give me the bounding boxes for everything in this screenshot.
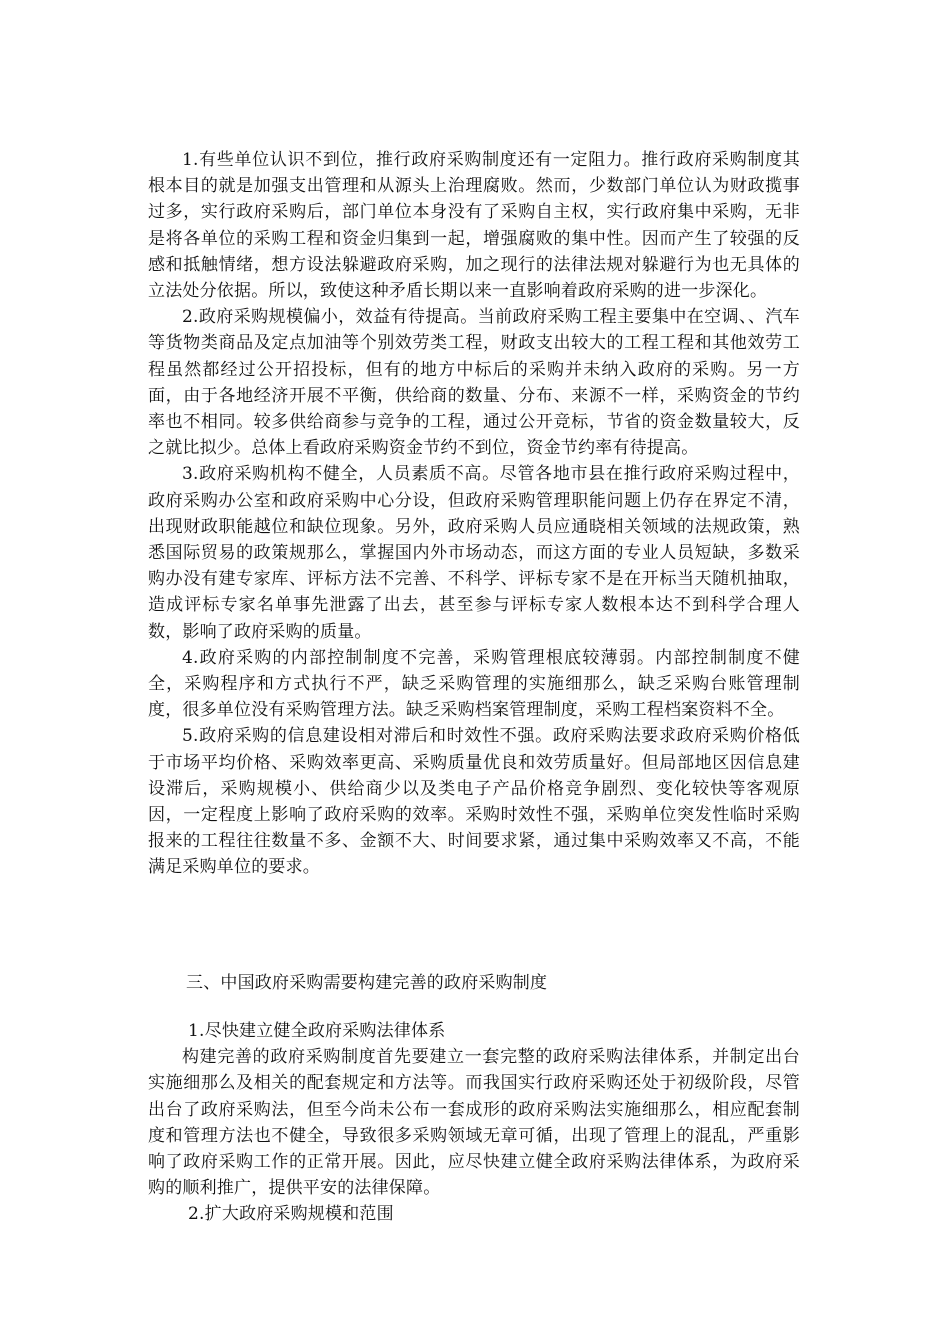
paragraph-problem-4: 4.政府采购的内部控制制度不完善，采购管理根底较薄弱。内部控制制度不健全，采购程序和方式执行不严，缺乏采购管理的实施细那么，缺乏采购台账管理制度，很多单位没有采购管理方法。缺乏采购档案管理制度，采购工程档案资料不全。 [148, 647, 800, 721]
recommendations-section [148, 1018, 800, 1228]
paragraph-problem-5: 5.政府采购的信息建设相对滞后和时效性不强。政府采购法要求政府采购价格低于市场平均价格、采购效率更高、采购质量优良和效劳质量好。但局部地区因信息建设滞后，采购规模小、供给商少以及类电子产品价格竞争剧烈、变化较快等客观原因，一定程度上影响了政府采购的效率。采购时效性不强，采购单位突发性临时采购报来的工程往往数量不多、金额不大、时间要求紧，通过集中采购效率又不高，不能满足采购单位的要求。 [148, 726, 800, 878]
paragraph-problem-3: 3.政府采购机构不健全，人员素质不高。尽管各地市县在推行政府采购过程中，政府采购办公室和政府采购中心分设，但政府采购管理职能问题上仍存在界定不清，出现财政职能越位和缺位现象。另外，政府采购人员应通晓相关领域的法规政策，熟悉国际贸易的政策规那么，掌握国内外市场动态，而这方面的专业人员短缺，多数采购办没有建专家库、评标方法不完善、不科学、评标专家不是在开标当天随机抽取，造成评标专家名单事先泄露了出去，甚至参与评标专家人数根本达不到科学合理人数，影响了政府采购的质量。 [148, 464, 800, 642]
subsection-1-body: 构建完善的政府采购制度首先要建立一套完整的政府采购法律体系，并制定出台实施细那么及相关的配套规定和方法等。而我国实行政府采购还处于初级阶段，尽管出台了政府采购法，但至今尚未公布一套成形的政府采购法实施细那么，相应配套制度和管理方法也不健全，导致很多采购领域无章可循，出现了管理上的混乱，严重影响了政府采购工作的正常开展。因此，应尽快建立健全政府采购法律体系，为政府采购的顺利推广，提供平安的法律保障。 [148, 1047, 800, 1199]
paragraph-problem-2: 2.政府采购规模偏小，效益有待提高。当前政府采购工程主要集中在空调、、汽车等货物类商品及定点加油等个别效劳类工程，财政支出较大的工程工程和其他效劳工程虽然都经过公开招投标，但有的地方中标后的采购并未纳入政府的采购。另一方面，由于各地经济开展不平衡，供给商的数量、分布、来源不一样，采购资金的节约率也不相同。较多供给商参与竞争的工程，通过公开竞标，节省的资金数量较大，反之就比拟少。总体上看政府采购资金节约不到位，资金节约率有待提高。 [148, 307, 800, 459]
section-heading: 三、中国政府采购需要构建完善的政府采购制度 [186, 973, 548, 993]
subsection-2-title: 2.扩大政府采购规模和范围 [188, 1204, 394, 1225]
subsection-1-title: 1.尽快建立健全政府采购法律体系 [188, 1021, 446, 1041]
paragraph-problem-1: 1.有些单位认识不到位，推行政府采购制度还有一定阻力。推行政府采购制度其根本目的就是加强支出管理和从源头上治理腐败。然而，少数部门单位认为财政揽事过多，实行政府采购后，部门单位本身没有了采购自主权，实行政府集中采购，无非是将各单位的采购工程和资金归集到一起，增强腐败的集中性。因而产生了较强的反感和抵触情绪，想方设法躲避政府采购，加之现行的法律法规对躲避行为也无具体的立法处分依据。所以，致使这种矛盾长期以来一直影响着政府采购的进一步深化。 [148, 150, 800, 302]
problems-section [148, 147, 800, 881]
